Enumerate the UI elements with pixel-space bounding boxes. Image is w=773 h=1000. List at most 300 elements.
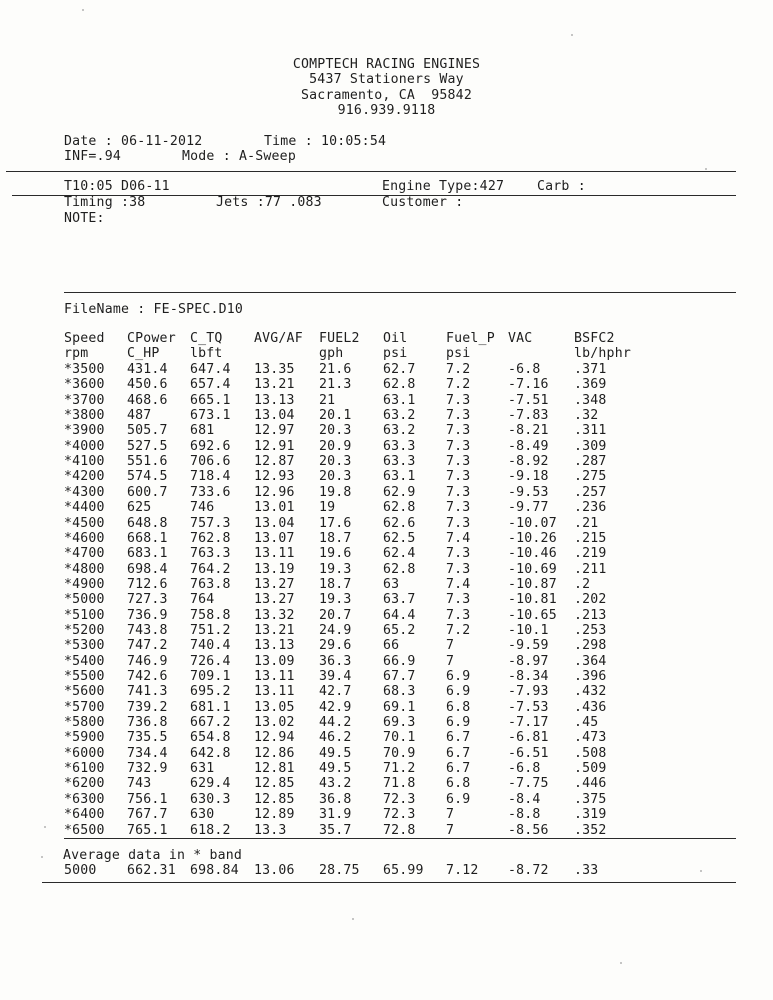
- cell-avg-af: 12.81: [254, 761, 295, 776]
- avg-fuel2: 28.75: [319, 863, 360, 878]
- cell-vac: -7.17: [508, 715, 549, 730]
- cell-fuel2: 39.4: [319, 669, 352, 684]
- cell-speed: *4200: [64, 469, 105, 484]
- cell-fuel2: 19.6: [319, 546, 352, 561]
- cell-cpower: 431.4: [127, 362, 168, 377]
- cell-avg-af: 13.27: [254, 577, 295, 592]
- table-row: [0, 761, 773, 776]
- cell-fuel-p: 7.3: [446, 454, 471, 469]
- cell-cpower: 487: [127, 408, 152, 423]
- cell-fuel2: 21.6: [319, 362, 352, 377]
- cell-c-tq: 695.2: [190, 684, 231, 699]
- cell-speed: *3700: [64, 393, 105, 408]
- cell-vac: -8.8: [508, 807, 541, 822]
- cell-speed: *6000: [64, 746, 105, 761]
- cell-fuel2: 35.7: [319, 823, 352, 838]
- cell-cpower: 741.3: [127, 684, 168, 699]
- cell-cpower: 734.4: [127, 746, 168, 761]
- cell-fuel2: 21: [319, 393, 336, 408]
- table-row: [0, 516, 773, 531]
- cell-fuel-p: 7.4: [446, 577, 471, 592]
- table-row: [0, 546, 773, 561]
- cell-fuel-p: 6.8: [446, 700, 471, 715]
- divider-table-bottom: [64, 838, 736, 839]
- cell-fuel-p: 7.3: [446, 439, 471, 454]
- cell-avg-af: 13.13: [254, 393, 295, 408]
- cell-c-tq: 681.1: [190, 700, 231, 715]
- cell-fuel2: 19.3: [319, 562, 352, 577]
- cell-bsfc2: .215: [574, 531, 607, 546]
- cell-speed: *4000: [64, 439, 105, 454]
- cell-avg-af: 13.07: [254, 531, 295, 546]
- cell-cpower: 742.6: [127, 669, 168, 684]
- cell-speed: *5000: [64, 592, 105, 607]
- cell-vac: -7.53: [508, 700, 549, 715]
- table-units-row: [0, 346, 773, 361]
- cell-c-tq: 758.8: [190, 608, 231, 623]
- cell-bsfc2: .508: [574, 746, 607, 761]
- cell-cpower: 747.2: [127, 638, 168, 653]
- cell-fuel-p: 6.9: [446, 792, 471, 807]
- header-vac: VAC: [508, 331, 533, 346]
- cell-oil: 62.8: [383, 562, 416, 577]
- cell-speed: *5700: [64, 700, 105, 715]
- table-row: [0, 608, 773, 623]
- cell-c-tq: 718.4: [190, 469, 231, 484]
- cell-fuel2: 20.1: [319, 408, 352, 423]
- cell-cpower: 736.9: [127, 608, 168, 623]
- table-row: [0, 823, 773, 838]
- cell-vac: -7.93: [508, 684, 549, 699]
- cell-oil: 69.1: [383, 700, 416, 715]
- scan-speck: [571, 34, 573, 36]
- cell-bsfc2: .375: [574, 792, 607, 807]
- divider-top: [6, 171, 736, 172]
- cell-c-tq: 673.1: [190, 408, 231, 423]
- cell-vac: -10.81: [508, 592, 557, 607]
- cell-oil: 70.1: [383, 730, 416, 745]
- cell-cpower: 450.6: [127, 377, 168, 392]
- cell-c-tq: 681: [190, 423, 215, 438]
- cell-cpower: 732.9: [127, 761, 168, 776]
- table-row: [0, 654, 773, 669]
- note-label: NOTE:: [64, 211, 105, 226]
- cell-fuel2: 43.2: [319, 776, 352, 791]
- cell-speed: *5900: [64, 730, 105, 745]
- cell-vac: -10.1: [508, 623, 549, 638]
- cell-c-tq: 733.6: [190, 485, 231, 500]
- cell-cpower: 746.9: [127, 654, 168, 669]
- avg-speed: 5000: [64, 863, 97, 878]
- cell-vac: -7.75: [508, 776, 549, 791]
- cell-vac: -7.83: [508, 408, 549, 423]
- cell-cpower: 736.8: [127, 715, 168, 730]
- cell-oil: 62.8: [383, 500, 416, 515]
- cell-bsfc2: .21: [574, 516, 599, 531]
- cell-bsfc2: .319: [574, 807, 607, 822]
- cell-cpower: 743.8: [127, 623, 168, 638]
- cell-c-tq: 751.2: [190, 623, 231, 638]
- cell-cpower: 727.3: [127, 592, 168, 607]
- cell-oil: 72.8: [383, 823, 416, 838]
- cell-fuel-p: 6.9: [446, 684, 471, 699]
- cell-avg-af: 13.09: [254, 654, 295, 669]
- cell-speed: *5300: [64, 638, 105, 653]
- table-row: [0, 715, 773, 730]
- cell-speed: *5200: [64, 623, 105, 638]
- cell-vac: -8.56: [508, 823, 549, 838]
- cell-oil: 72.3: [383, 807, 416, 822]
- cell-c-tq: 740.4: [190, 638, 231, 653]
- cell-fuel-p: 7.4: [446, 531, 471, 546]
- cell-cpower: 765.1: [127, 823, 168, 838]
- cell-vac: -8.97: [508, 654, 549, 669]
- cell-avg-af: 13.05: [254, 700, 295, 715]
- cell-fuel2: 49.5: [319, 761, 352, 776]
- cell-vac: -10.26: [508, 531, 557, 546]
- cell-oil: 68.3: [383, 684, 416, 699]
- cell-bsfc2: .213: [574, 608, 607, 623]
- cell-speed: *3600: [64, 377, 105, 392]
- table-row: [0, 730, 773, 745]
- avg-oil: 65.99: [383, 863, 424, 878]
- cell-oil: 70.9: [383, 746, 416, 761]
- unit-speed: rpm: [64, 346, 89, 361]
- cell-fuel-p: 7.3: [446, 592, 471, 607]
- cell-avg-af: 12.89: [254, 807, 295, 822]
- cell-fuel-p: 7.3: [446, 423, 471, 438]
- cell-cpower: 600.7: [127, 485, 168, 500]
- average-values-row: [0, 863, 773, 878]
- cell-c-tq: 746: [190, 500, 215, 515]
- header-cpower: CPower: [127, 331, 176, 346]
- cell-oil: 62.5: [383, 531, 416, 546]
- cell-fuel2: 24.9: [319, 623, 352, 638]
- cell-speed: *4600: [64, 531, 105, 546]
- unit-oil: psi: [383, 346, 408, 361]
- cell-avg-af: 12.94: [254, 730, 295, 745]
- jets: Jets :77 .083: [216, 195, 322, 210]
- table-row: [0, 531, 773, 546]
- cell-avg-af: 13.04: [254, 516, 295, 531]
- cell-fuel2: 20.3: [319, 423, 352, 438]
- cell-c-tq: 629.4: [190, 776, 231, 791]
- run-mode: Mode : A-Sweep: [182, 149, 296, 164]
- cell-bsfc2: .257: [574, 485, 607, 500]
- header-bsfc2: BSFC2: [574, 331, 615, 346]
- cell-avg-af: 12.85: [254, 776, 295, 791]
- cell-c-tq: 726.4: [190, 654, 231, 669]
- cell-speed: *4300: [64, 485, 105, 500]
- cell-vac: -6.8: [508, 362, 541, 377]
- cell-bsfc2: .473: [574, 730, 607, 745]
- cell-fuel-p: 7.3: [446, 408, 471, 423]
- cell-fuel-p: 7.3: [446, 562, 471, 577]
- cell-fuel2: 21.3: [319, 377, 352, 392]
- cell-bsfc2: .211: [574, 562, 607, 577]
- cell-bsfc2: .436: [574, 700, 607, 715]
- cell-cpower: 505.7: [127, 423, 168, 438]
- table-row: [0, 423, 773, 438]
- cell-speed: *6300: [64, 792, 105, 807]
- cell-fuel-p: 7.2: [446, 623, 471, 638]
- cell-avg-af: 13.35: [254, 362, 295, 377]
- cell-c-tq: 762.8: [190, 531, 231, 546]
- scan-speck: [44, 826, 46, 828]
- cell-speed: *6100: [64, 761, 105, 776]
- cell-c-tq: 692.6: [190, 439, 231, 454]
- scan-speck: [700, 870, 702, 872]
- cell-bsfc2: .371: [574, 362, 607, 377]
- carb: Carb :: [537, 179, 586, 194]
- cell-oil: 62.9: [383, 485, 416, 500]
- cell-fuel-p: 6.9: [446, 669, 471, 684]
- divider-bottom: [42, 882, 736, 883]
- cell-speed: *6500: [64, 823, 105, 838]
- company-street: 5437 Stationers Way: [309, 72, 464, 87]
- cell-cpower: 739.2: [127, 700, 168, 715]
- cell-vac: -8.92: [508, 454, 549, 469]
- unit-c-tq: lbft: [190, 346, 223, 361]
- timing: Timing :38: [64, 195, 146, 210]
- scan-speck: [620, 962, 622, 964]
- cell-bsfc2: .509: [574, 761, 607, 776]
- cell-oil: 63.1: [383, 393, 416, 408]
- cell-cpower: 551.6: [127, 454, 168, 469]
- cell-fuel2: 42.7: [319, 684, 352, 699]
- cell-speed: *4900: [64, 577, 105, 592]
- cell-fuel2: 18.7: [319, 531, 352, 546]
- cell-avg-af: 12.85: [254, 792, 295, 807]
- cell-vac: -7.16: [508, 377, 549, 392]
- table-row: [0, 746, 773, 761]
- cell-cpower: 712.6: [127, 577, 168, 592]
- cell-oil: 72.3: [383, 792, 416, 807]
- cell-c-tq: 764.2: [190, 562, 231, 577]
- cell-avg-af: 13.11: [254, 669, 295, 684]
- cell-c-tq: 667.2: [190, 715, 231, 730]
- cell-bsfc2: .287: [574, 454, 607, 469]
- cell-fuel-p: 7.3: [446, 500, 471, 515]
- cell-cpower: 735.5: [127, 730, 168, 745]
- cell-bsfc2: .219: [574, 546, 607, 561]
- cell-speed: *5400: [64, 654, 105, 669]
- cell-speed: *6400: [64, 807, 105, 822]
- cell-bsfc2: .364: [574, 654, 607, 669]
- cell-fuel2: 17.6: [319, 516, 352, 531]
- cell-oil: 71.8: [383, 776, 416, 791]
- table-row: [0, 669, 773, 684]
- cell-speed: *5800: [64, 715, 105, 730]
- cell-fuel-p: 6.9: [446, 715, 471, 730]
- cell-fuel-p: 7: [446, 807, 455, 822]
- cell-vac: -8.34: [508, 669, 549, 684]
- cell-bsfc2: .236: [574, 500, 607, 515]
- cell-c-tq: 631: [190, 761, 215, 776]
- table-row: [0, 638, 773, 653]
- company-phone: 916.939.9118: [337, 103, 436, 118]
- cell-vac: -8.21: [508, 423, 549, 438]
- cell-vac: -7.51: [508, 393, 549, 408]
- cell-fuel2: 19.8: [319, 485, 352, 500]
- header-oil: Oil: [383, 331, 408, 346]
- table-row: [0, 623, 773, 638]
- header-fuel2: FUEL2: [319, 331, 360, 346]
- cell-speed: *4400: [64, 500, 105, 515]
- cell-fuel2: 19.3: [319, 592, 352, 607]
- table-row: [0, 485, 773, 500]
- cell-avg-af: 13.21: [254, 377, 295, 392]
- cell-cpower: 648.8: [127, 516, 168, 531]
- cell-fuel2: 42.9: [319, 700, 352, 715]
- cell-fuel2: 46.2: [319, 730, 352, 745]
- cell-vac: -9.18: [508, 469, 549, 484]
- table-row: [0, 469, 773, 484]
- cell-fuel2: 20.7: [319, 608, 352, 623]
- cell-avg-af: 13.04: [254, 408, 295, 423]
- cell-avg-af: 13.11: [254, 546, 295, 561]
- cell-fuel2: 20.3: [319, 469, 352, 484]
- cell-avg-af: 12.86: [254, 746, 295, 761]
- table-row: [0, 577, 773, 592]
- cell-c-tq: 654.8: [190, 730, 231, 745]
- table-row: [0, 807, 773, 822]
- company-name: COMPTECH RACING ENGINES: [292, 57, 481, 72]
- file-name: FileName : FE-SPEC.D10: [64, 302, 244, 317]
- cell-fuel-p: 7.3: [446, 393, 471, 408]
- cell-c-tq: 630: [190, 807, 215, 822]
- scan-speck: [82, 9, 84, 11]
- cell-oil: 65.2: [383, 623, 416, 638]
- cell-speed: *4800: [64, 562, 105, 577]
- cell-oil: 63.2: [383, 423, 416, 438]
- cell-vac: -10.87: [508, 577, 557, 592]
- table-row: [0, 408, 773, 423]
- cell-speed: *3500: [64, 362, 105, 377]
- cell-avg-af: 12.93: [254, 469, 295, 484]
- cell-vac: -9.53: [508, 485, 549, 500]
- cell-speed: *6200: [64, 776, 105, 791]
- cell-avg-af: 13.11: [254, 684, 295, 699]
- cell-oil: 67.7: [383, 669, 416, 684]
- header-speed: Speed: [64, 331, 105, 346]
- cell-cpower: 468.6: [127, 393, 168, 408]
- cell-oil: 62.4: [383, 546, 416, 561]
- test-id: T10:05 D06-11: [64, 179, 170, 194]
- table-row: [0, 592, 773, 607]
- cell-bsfc2: .446: [574, 776, 607, 791]
- cell-bsfc2: .432: [574, 684, 607, 699]
- cell-cpower: 743: [127, 776, 152, 791]
- cell-c-tq: 647.4: [190, 362, 231, 377]
- cell-c-tq: 757.3: [190, 516, 231, 531]
- cell-oil: 63.3: [383, 439, 416, 454]
- run-time: Time : 10:05:54: [264, 134, 387, 149]
- unit-fuel-p: psi: [446, 346, 471, 361]
- cell-oil: 63.2: [383, 408, 416, 423]
- scan-speck: [41, 856, 43, 858]
- cell-speed: *5500: [64, 669, 105, 684]
- avg-fuel-p: 7.12: [446, 863, 479, 878]
- scan-speck: [352, 918, 354, 920]
- avg-vac: -8.72: [508, 863, 549, 878]
- cell-oil: 63: [383, 577, 400, 592]
- cell-speed: *5600: [64, 684, 105, 699]
- cell-c-tq: 642.8: [190, 746, 231, 761]
- cell-bsfc2: .2: [574, 577, 591, 592]
- cell-fuel-p: 6.7: [446, 730, 471, 745]
- cell-cpower: 625: [127, 500, 152, 515]
- cell-bsfc2: .298: [574, 638, 607, 653]
- customer: Customer :: [382, 195, 464, 210]
- cell-fuel-p: 7.3: [446, 608, 471, 623]
- run-inf: INF=.94: [64, 149, 121, 164]
- cell-cpower: 767.7: [127, 807, 168, 822]
- cell-c-tq: 706.6: [190, 454, 231, 469]
- table-row: [0, 439, 773, 454]
- cell-avg-af: 13.21: [254, 623, 295, 638]
- table-row: [0, 776, 773, 791]
- cell-avg-af: 13.13: [254, 638, 295, 653]
- cell-vac: -6.81: [508, 730, 549, 745]
- cell-speed: *3900: [64, 423, 105, 438]
- cell-cpower: 668.1: [127, 531, 168, 546]
- table-row: [0, 454, 773, 469]
- cell-c-tq: 763.8: [190, 577, 231, 592]
- cell-fuel2: 44.2: [319, 715, 352, 730]
- cell-cpower: 574.5: [127, 469, 168, 484]
- unit-fuel2: gph: [319, 346, 344, 361]
- cell-avg-af: 13.32: [254, 608, 295, 623]
- cell-oil: 63.1: [383, 469, 416, 484]
- cell-fuel-p: 7.3: [446, 469, 471, 484]
- cell-bsfc2: .32: [574, 408, 599, 423]
- cell-c-tq: 709.1: [190, 669, 231, 684]
- cell-speed: *4500: [64, 516, 105, 531]
- table-row: [0, 792, 773, 807]
- cell-vac: -8.49: [508, 439, 549, 454]
- table-row: [0, 500, 773, 515]
- avg-c-tq: 698.84: [190, 863, 239, 878]
- cell-vac: -10.07: [508, 516, 557, 531]
- cell-cpower: 683.1: [127, 546, 168, 561]
- cell-oil: 69.3: [383, 715, 416, 730]
- cell-vac: -9.77: [508, 500, 549, 515]
- cell-avg-af: 13.27: [254, 592, 295, 607]
- cell-fuel-p: 7.3: [446, 485, 471, 500]
- cell-oil: 66: [383, 638, 400, 653]
- cell-vac: -6.51: [508, 746, 549, 761]
- cell-fuel2: 31.9: [319, 807, 352, 822]
- cell-vac: -9.59: [508, 638, 549, 653]
- company-city: Sacramento, CA 95842: [301, 88, 472, 103]
- header-avg-af: AVG/AF: [254, 331, 303, 346]
- unit-bsfc2: lb/hphr: [574, 346, 631, 361]
- cell-fuel2: 20.9: [319, 439, 352, 454]
- cell-fuel-p: 6.7: [446, 746, 471, 761]
- run-date: Date : 06-11-2012: [64, 134, 203, 149]
- table-row: [0, 377, 773, 392]
- table-header-row: [0, 331, 773, 346]
- cell-c-tq: 630.3: [190, 792, 231, 807]
- avg-bsfc2: .33: [574, 863, 599, 878]
- scan-speck: [705, 168, 707, 170]
- cell-cpower: 698.4: [127, 562, 168, 577]
- cell-avg-af: 13.02: [254, 715, 295, 730]
- cell-speed: *4100: [64, 454, 105, 469]
- cell-oil: 64.4: [383, 608, 416, 623]
- cell-speed: *5100: [64, 608, 105, 623]
